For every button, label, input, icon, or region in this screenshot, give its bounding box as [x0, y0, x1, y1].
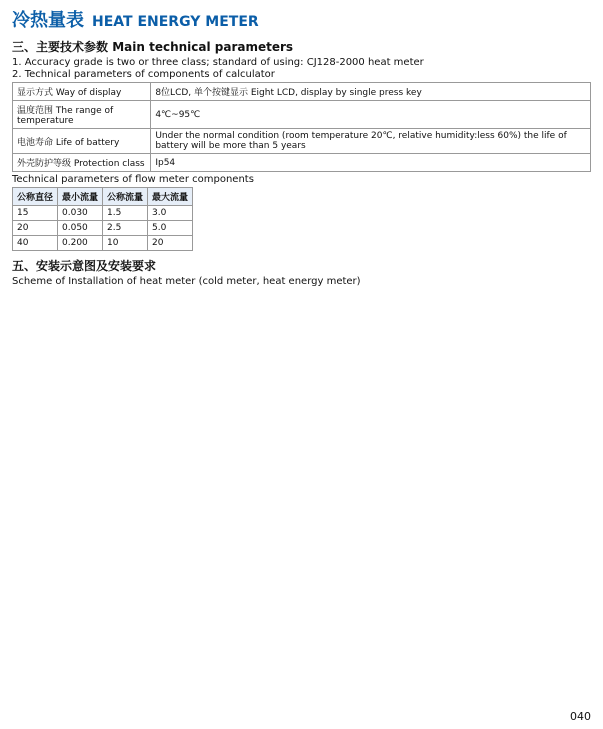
section-main-params: 三、主要技术参数 Main technical parameters: [12, 40, 294, 54]
page-header: 冷热量表 HEAT ENERGY METER: [12, 10, 259, 31]
section-install: 五、安装示意图及安装要求: [12, 259, 157, 273]
table-row: 外壳防护等级 Protection class Ip54: [13, 154, 591, 172]
table-row: 电池寿命 Life of battery Under the normal condition (room temperature 20℃, relative humidity:less 60%) the life of battery will be more than 5 years: [13, 129, 591, 154]
flow-meter-table: [12, 187, 193, 251]
table-row: 40 0.200 10 20: [13, 236, 193, 251]
table-row: 温度范围 The range of temperature 4℃~95℃: [13, 101, 591, 129]
page-number: 040: [570, 710, 591, 723]
table-row: 显示方式 Way of display 8位LCD, 单个按键显示 Eight LCD, display by single press key: [13, 83, 591, 101]
table-row: 20 0.050 2.5 5.0: [13, 221, 193, 236]
install-subtitle: Scheme of Installation of heat meter (cold meter, heat energy meter): [12, 276, 361, 287]
note-line: 1. Accuracy grade is two or three class; standard of using: CJ128-2000 heat meter: [12, 57, 424, 68]
table-header: 公称直径 最小流量 公称流量 最大流量: [13, 188, 193, 206]
flow-title: Technical parameters of flow meter components: [12, 174, 254, 185]
note-line: 2. Technical parameters of components of calculator: [12, 69, 275, 80]
calculator-params-table: [12, 82, 591, 172]
table-row: 15 0.030 1.5 3.0: [13, 206, 193, 221]
